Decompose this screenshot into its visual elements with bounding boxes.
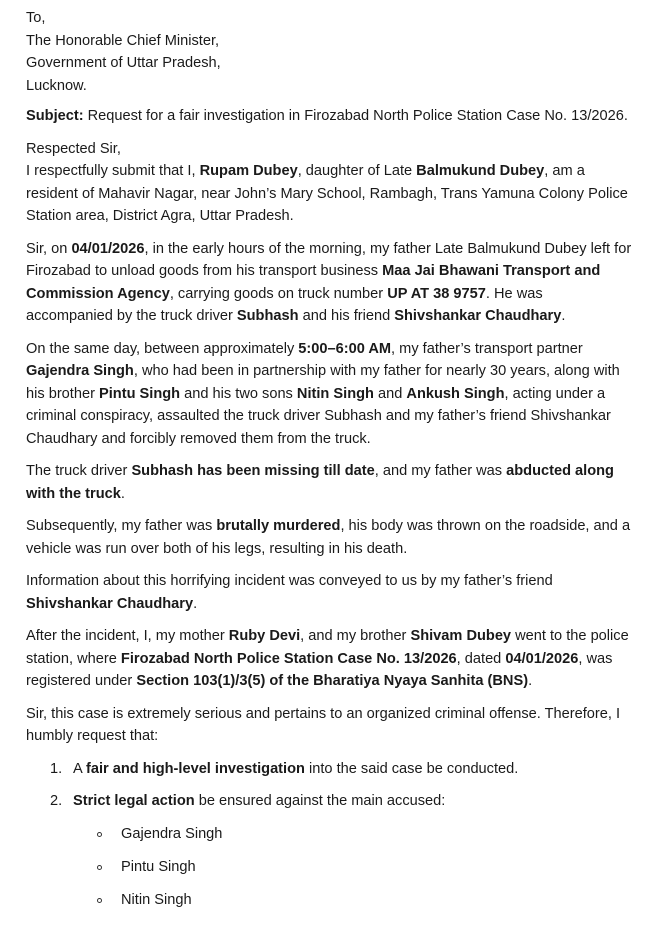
bold-run: 04/01/2026 [71,240,145,257]
bold-run: Section 103(1)/3(5) of the Bharatiya Nyaya Sanhita (BNS) [136,673,529,689]
paragraph-text [26,160,632,228]
address-line: Government of Uttar Pradesh, [26,55,221,71]
text-run: , carrying goods on truck number [169,285,388,302]
bold-run: Ruby Devi [228,628,301,644]
text-run: , acting under a criminal conspiracy, assaulted the truck driver Subhash and my father’s friend Shivshankar Chaudhary and forcibly removed them from the truck. [26,385,611,447]
bold-run: Ankush Singh [406,385,505,402]
text-run: into the said case be conducted. [304,760,519,777]
text-run: . [120,485,125,502]
text-run: After the incident, I, my mother [26,628,229,644]
request-list [26,758,632,813]
text-run: and [373,385,407,402]
paragraph-murder [26,515,632,560]
bold-run: Shivshankar Chaudhary [26,595,194,612]
bold-run: Shivshankar Chaudhary [394,308,562,324]
bold-run: Balmukund Dubey [416,163,545,179]
text-run: and his two sons [180,385,297,402]
text-run: The truck driver [26,463,132,479]
request-item [26,790,632,813]
text-run: went to the police station, where [26,628,629,667]
bold-run: Firozabad North Police Station Case No. 13/2026 [120,650,457,667]
text-run: Sir, on [26,240,72,257]
bold-run: fair and high-level investigation [85,760,305,777]
paragraph-missing [26,460,632,505]
bold-run: Maa Jai Bhawani Transport and Commission Agency [26,263,601,302]
bold-run: Subhash [236,308,299,324]
text-run: A [73,760,86,777]
paragraph-information [26,570,632,615]
text-run: , was registered under [26,650,613,689]
text-run: , and my brother [300,628,411,644]
text-run: , my father’s transport partner [391,340,583,357]
salutation: Respected Sir, [26,140,121,157]
address-line: Lucknow. [26,77,87,94]
bold-run: 04/01/2026 [505,650,579,667]
text-run: . He was accompanied by the truck driver [26,285,543,324]
request-item [26,758,632,781]
address-to: To, [26,10,46,26]
paragraph-case-registration [26,625,632,693]
bold-run: Shivam Dubey [410,628,512,644]
bold-run: Rupam Dubey [199,163,298,179]
text-run: . [561,308,566,324]
bold-run: Subhash has been missing till date [131,463,375,479]
subject-label: Subject: [26,108,84,124]
bold-run: Pintu Singh [99,385,181,402]
text-run: , am a resident of Mahavir Nagar, near John’s Mary School, Rambagh, Trans Yamuna Colony Police Station area, District Agra, Uttar Pradesh. [26,163,628,224]
text-run: , his body was thrown on the roadside, and a vehicle was run over both of his legs, resulting in his death. [26,518,631,557]
bold-run: Nitin Singh [296,385,374,402]
text-run: , dated [456,650,506,667]
text-run: , and my father was [374,463,507,479]
hollow-bullet-icon [97,832,102,837]
text-run: . [193,595,198,612]
bold-run: brutally murdered [216,518,341,534]
accused-item [26,856,632,879]
list-number: 1. [50,760,63,777]
text-run: . [528,673,533,689]
text-run: , who had been in partnership with my father for nearly 30 years, along with his brother [26,363,620,402]
text-run: , in the early hours of the morning, my father Late Balmukund Dubey left for Firozabad to unload goods from his transport business [26,240,632,279]
text-run: On the same day, between approximately [26,340,299,357]
accused-name: Pintu Singh [121,858,196,875]
text-run: and his friend [298,308,395,324]
text-run: be ensured against the main accused: [194,793,446,809]
bold-run: abducted along with the truck [26,463,614,502]
bold-run: Gajendra Singh [26,363,134,379]
bold-run: Strict legal action [73,793,195,809]
list-number: 2. [50,793,63,809]
accused-name: Gajendra Singh [121,825,223,842]
accused-list [26,823,632,912]
accused-name: Nitin Singh [121,891,192,908]
letter-body [26,7,632,922]
text-run: Information about this horrifying incident was conveyed to us by my father’s friend [26,573,553,589]
paragraph-assault [26,338,632,451]
opening-paragraph [26,138,632,228]
bold-run: UP AT 38 9757 [387,285,486,302]
paragraph-request-intro: Sir, this case is extremely serious and pertains to an organized criminal offense. Therefore, I humbly request that: [26,705,621,744]
text-run: I respectfully submit that I, [26,163,200,179]
accused-item [26,823,632,846]
subject-text: Request for a fair investigation in Firozabad North Police Station Case No. 13/2026. [83,108,628,124]
hollow-bullet-icon [97,898,102,903]
hollow-bullet-icon [97,865,102,870]
address-line: The Honorable Chief Minister, [26,32,220,49]
text-run: , daughter of Late [297,163,417,179]
text-run: Subsequently, my father was [26,518,217,534]
paragraph-departure [26,238,632,328]
subject-line [26,105,632,128]
recipient-address [26,7,632,97]
accused-item [26,889,632,912]
bold-run: 5:00–6:00 AM [298,340,392,357]
